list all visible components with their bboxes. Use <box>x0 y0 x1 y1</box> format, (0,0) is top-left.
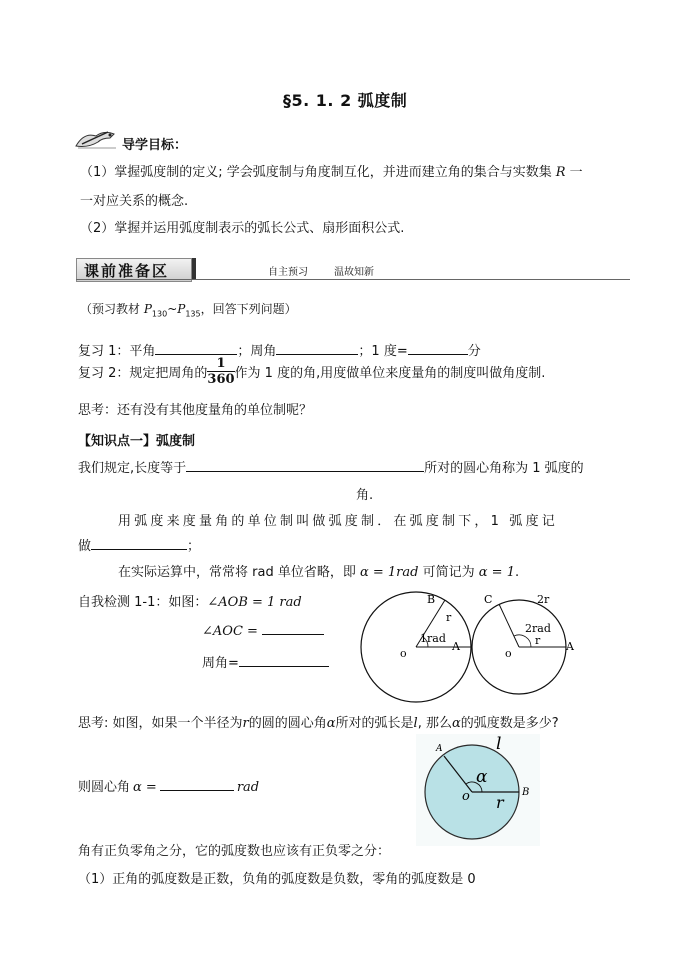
blank-straight-angle[interactable] <box>155 342 237 355</box>
blank-full-angle-rad[interactable] <box>239 654 329 667</box>
objective-item-2: （2）掌握并运用弧度制表示的弧长公式、扇形面积公式. <box>80 221 405 236</box>
label-A: A <box>452 640 460 653</box>
selfcheck-line <box>78 591 302 610</box>
unit-c: ； <box>187 539 201 554</box>
label-2rad: 2rad <box>525 622 551 635</box>
page-title: §5. 1. 2 弧度制 <box>283 91 408 110</box>
label-1rad: 1rad <box>420 632 446 645</box>
figure-one-radian <box>356 588 474 710</box>
label-B: B <box>427 593 436 606</box>
def-b: 所对的圆心角称为 1 弧度的 <box>424 461 584 476</box>
banner-title: 课前准备区 <box>84 262 170 280</box>
definition-line <box>78 457 584 476</box>
review2-a: 复习 2：规定把周角的 <box>78 366 208 381</box>
central-rad: rad <box>236 780 260 795</box>
objective-item-1-cont: 一对应关系的概念. <box>80 194 189 209</box>
label-B-3: B <box>522 787 530 798</box>
signs-item-1: （1）正角的弧度数是正数，负角的弧度数是负数，零角的弧度数是 0 <box>78 872 476 887</box>
section-banner <box>76 258 630 280</box>
label-r-3: r <box>496 793 504 812</box>
blank-aoc[interactable] <box>262 622 324 635</box>
preview-p1: P <box>143 302 152 316</box>
omit-b: 可简记为 <box>422 565 475 580</box>
label-A-3: A <box>436 744 443 754</box>
omit-a: 在实际运算中，常常将 rad 单位省略，即 <box>118 565 356 580</box>
omit-eq2: α = 1 <box>478 565 515 580</box>
preview-line <box>80 300 297 318</box>
label-r-2: r <box>535 634 541 647</box>
objective-item-1 <box>80 161 583 180</box>
think2-b: 的圆的圆心角 <box>248 716 327 731</box>
unit-line <box>118 510 558 529</box>
label-2r: 2r <box>537 593 550 606</box>
label-o: o <box>400 647 407 660</box>
selfcheck-label: 自我检测 1-1：如图： <box>78 595 208 610</box>
preview-a: （预习教材 <box>80 302 144 316</box>
think2-alpha: α <box>326 716 336 731</box>
omit-c: . <box>514 565 520 580</box>
frac-den: 360 <box>207 372 235 387</box>
label-alpha: α <box>476 767 488 787</box>
label-r: r <box>446 611 452 624</box>
blank-minutes[interactable] <box>408 342 468 355</box>
full-angle-line <box>202 652 329 671</box>
objectives-logo <box>74 126 120 150</box>
think2-e: 的弧度数是多少? <box>460 716 559 731</box>
think2-l: l <box>413 716 418 731</box>
omit-eq1: α = 1rad <box>359 565 419 580</box>
preview-p1sub: 130 <box>151 309 168 319</box>
objectives-heading: 导学目标： <box>122 138 188 153</box>
blank-one-radian[interactable] <box>91 537 187 550</box>
aoc-eq: ∠AOC = <box>202 624 258 639</box>
preview-p2sub: 135 <box>185 309 201 319</box>
review2-b: 作为 1 度的角,用度做单位来度量角的制度叫做角度制. <box>234 366 546 381</box>
pen-bird-icon <box>74 126 120 150</box>
blank-central-angle[interactable] <box>160 778 234 791</box>
banner-sub-2: 温故知新 <box>334 267 374 278</box>
aob-eq: ∠AOB = 1 rad <box>207 595 302 610</box>
think2-a: 思考: 如图，如果一个半径为 <box>78 716 243 731</box>
blank-full-angle[interactable] <box>276 342 358 355</box>
figure-two-radian <box>469 588 587 710</box>
label-C: C <box>484 593 493 606</box>
label-o-2: o <box>505 647 512 660</box>
review-2 <box>78 356 545 387</box>
label-A-2: A <box>566 640 574 653</box>
blank-definition[interactable] <box>186 459 424 472</box>
preview-tilde: ~ <box>167 302 178 316</box>
aoc-line <box>202 622 324 639</box>
central-eq: α = <box>133 780 157 795</box>
think2-c: 所对的弧长是 <box>335 716 414 731</box>
review1-unit: 分 <box>467 344 481 359</box>
think2-alpha2: α <box>451 716 461 731</box>
objective-1-tail: 一 <box>569 165 583 180</box>
preview-p2: P <box>177 302 186 316</box>
knowledge-heading: 【知识点一】弧度制 <box>78 434 196 449</box>
omit-line <box>118 561 519 580</box>
review1-sep2: ；1 度= <box>358 344 408 359</box>
label-l: l <box>496 734 502 754</box>
central-a: 则圆心角 <box>78 780 131 795</box>
radius-oc <box>499 604 519 647</box>
fraction-1-360 <box>207 356 234 387</box>
think2-r: r <box>242 716 249 731</box>
central-angle-line <box>78 776 259 795</box>
think-2 <box>78 712 559 731</box>
frac-num: 1 <box>207 356 234 372</box>
signs-intro: 角有正负零角之分，它的弧度数也应该有正负零之分： <box>78 844 391 859</box>
objective-1-text: （1）掌握弧度制的定义; 学会弧度制与角度制互化，并进而建立角的集合与实数集 <box>80 165 552 180</box>
figure-arc-length <box>416 734 540 846</box>
preview-b: ，回答下列问题） <box>200 302 297 316</box>
definition-end: 角. <box>356 488 374 503</box>
think2-d: , 那么 <box>417 716 452 731</box>
unit-a: 用弧度来度量角的单位制叫做弧度制．在弧度制下，1 弧度记 <box>118 514 559 529</box>
review1-label: 复习 1：平角 <box>78 344 156 359</box>
review1-sep1: ；周角 <box>237 344 277 359</box>
unit-b: 做 <box>78 539 92 554</box>
banner-sub-1: 自主预习 <box>268 267 308 278</box>
unit-line-2 <box>78 535 200 554</box>
def-a: 我们规定,长度等于 <box>78 461 187 476</box>
think-1: 思考：还有没有其他度量角的单位制呢？ <box>78 403 313 418</box>
full-angle-label: 周角= <box>202 656 239 671</box>
set-R: R <box>555 165 566 180</box>
label-o-3: o <box>462 789 470 804</box>
